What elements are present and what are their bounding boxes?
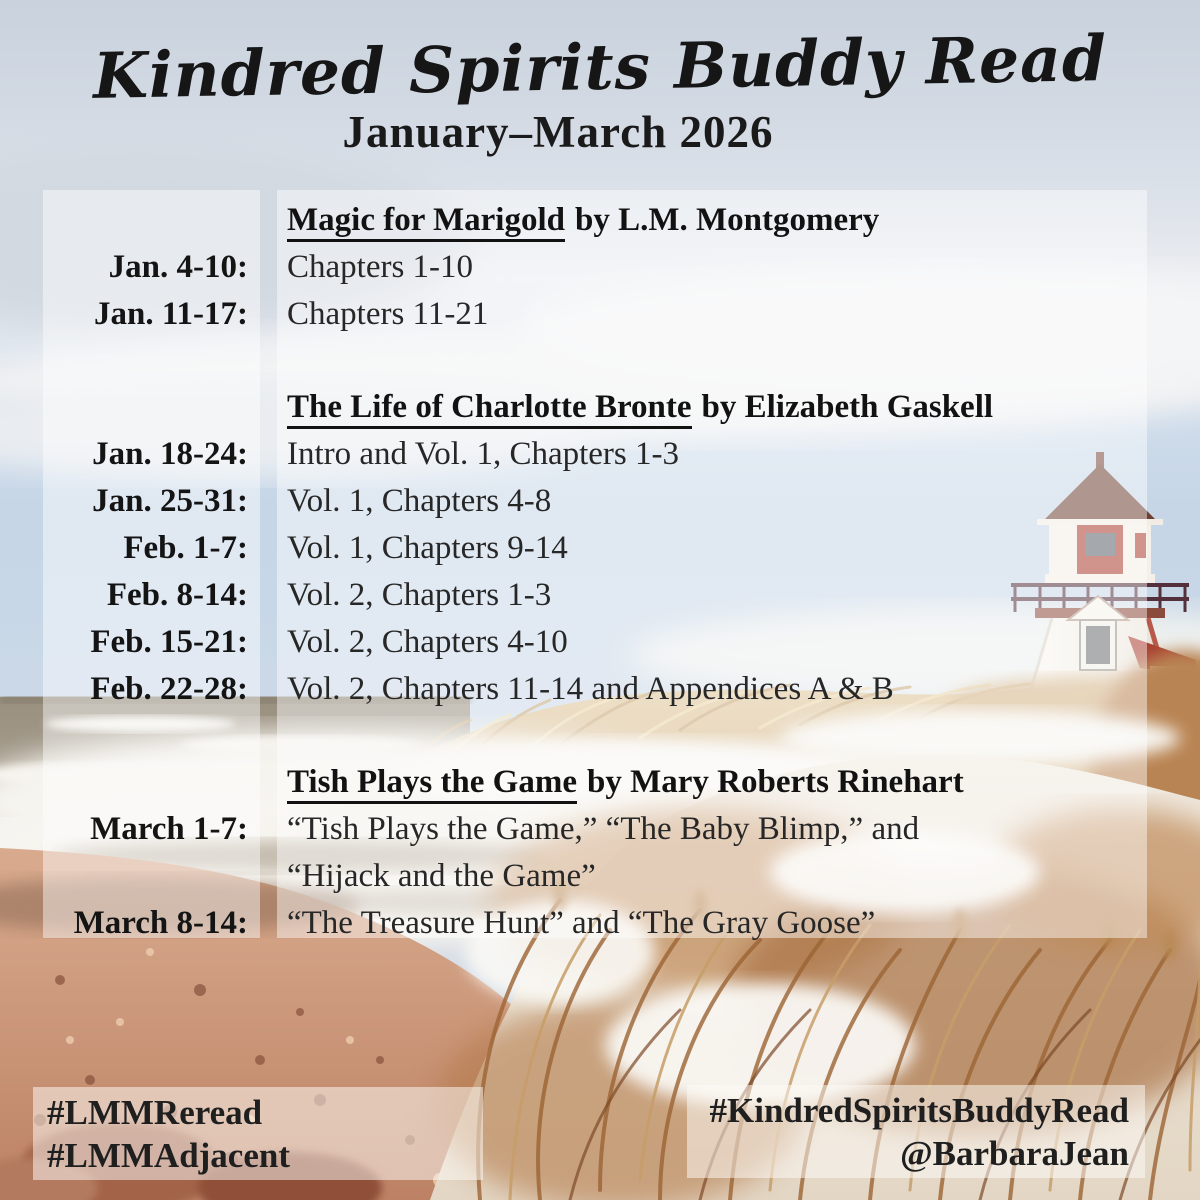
schedule-date: March 8-14: <box>73 905 248 941</box>
schedule-text-line: Vol. 2, Chapters 1-3 <box>287 577 552 613</box>
schedule-row <box>43 478 1183 525</box>
book-heading <box>287 759 964 806</box>
schedule-row <box>43 619 1183 666</box>
poster-subtitle: January–March 2026 <box>342 107 774 157</box>
schedule-text-line: Intro and Vol. 1, Chapters 1-3 <box>287 436 679 472</box>
schedule-text <box>287 478 551 525</box>
schedule-row <box>43 244 1183 291</box>
schedule-text <box>287 572 551 619</box>
schedule-row <box>43 806 1183 900</box>
schedule-date: Jan. 18-24: <box>92 436 248 472</box>
book-author: by Elizabeth Gaskell <box>701 389 994 425</box>
schedule-text-line: Vol. 1, Chapters 4-8 <box>287 483 552 519</box>
book-author: by L.M. Montgomery <box>575 202 880 238</box>
schedule-date: March 1-7: <box>90 811 248 847</box>
schedule-text-line: Vol. 2, Chapters 11-14 and Appendices A & B <box>287 671 894 707</box>
book-heading-row <box>43 759 1183 806</box>
schedule-text-line: Vol. 2, Chapters 4-10 <box>287 624 568 660</box>
hashtag-lmmreread: #LMMReread <box>47 1093 263 1132</box>
schedule-text <box>287 666 894 713</box>
schedule-text-line: “The Treasure Hunt” and “The Gray Goose” <box>287 905 876 941</box>
schedule-text <box>287 619 568 666</box>
schedule-text-line: “Tish Plays the Game,” “The Baby Blimp,” and <box>287 811 920 847</box>
schedule-date: Feb. 1-7: <box>123 530 248 566</box>
schedule-text <box>287 806 919 900</box>
schedule-row <box>43 431 1183 478</box>
book-heading <box>287 197 879 244</box>
schedule-date: Jan. 4-10: <box>108 249 248 285</box>
schedule-row <box>43 900 1183 947</box>
schedule-row <box>43 291 1183 338</box>
book-heading-row <box>43 197 1183 244</box>
book-author: by Mary Roberts Rinehart <box>587 764 964 800</box>
schedule-row <box>43 525 1183 572</box>
schedule-date: Jan. 25-31: <box>92 483 248 519</box>
book-heading-row <box>43 384 1183 431</box>
schedule-date: Feb. 15-21: <box>90 624 248 660</box>
schedule-text <box>287 244 473 291</box>
book-heading <box>287 384 993 431</box>
book-title: The Life of Charlotte Bronte <box>287 389 692 429</box>
schedule-text <box>287 431 679 478</box>
header <box>0 0 1200 158</box>
schedule-date: Jan. 11-17: <box>93 296 248 332</box>
book-title: Magic for Marigold <box>287 202 565 242</box>
handle-barbarajean: @BarbaraJean <box>900 1134 1129 1173</box>
schedule-text <box>287 900 875 947</box>
section-spacer <box>43 713 1183 759</box>
schedule-text <box>287 525 568 572</box>
schedule-text-line: “Hijack and the Game” <box>287 858 596 894</box>
schedule-text <box>287 291 488 338</box>
section-spacer <box>43 338 1183 384</box>
schedule-text-line: Vol. 1, Chapters 9-14 <box>287 530 568 566</box>
schedule-date: Feb. 22-28: <box>90 671 248 707</box>
hashtag-kindredspiritsbuddyread: #KindredSpiritsBuddyRead <box>709 1091 1129 1130</box>
schedule-row <box>43 666 1183 713</box>
book-title: Tish Plays the Game <box>287 764 577 804</box>
schedule-text-line: Chapters 11-21 <box>287 296 489 332</box>
hashtag-lmmadjacent: #LMMAdjacent <box>47 1136 291 1175</box>
poster-title: Kindred Spirits Buddy Read <box>92 21 1108 113</box>
schedule-row <box>43 572 1183 619</box>
schedule-text-line: Chapters 1-10 <box>287 249 474 285</box>
hashtags-left <box>33 1087 483 1180</box>
schedule-date: Feb. 8-14: <box>106 577 248 613</box>
schedule <box>43 197 1183 947</box>
hashtags-right <box>687 1085 1145 1178</box>
